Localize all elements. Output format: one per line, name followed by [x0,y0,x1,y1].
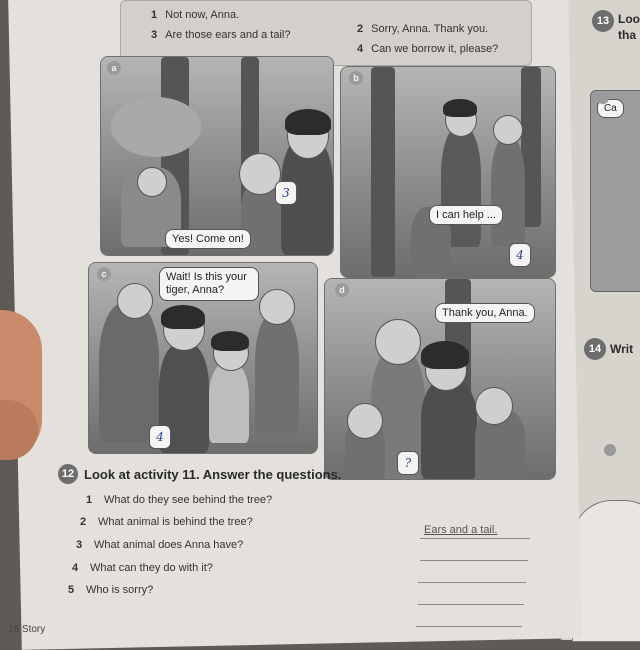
panel-b-letter: b [349,71,363,85]
activity-13-title-fragment-2: tha [618,28,636,42]
answer-line-1[interactable] [420,538,530,539]
right-speech-bubble: Ca [597,99,624,118]
story-panel-b [340,66,556,278]
panel-d-speech-bubble: Thank you, Anna. [435,303,535,323]
story-panel-c [88,262,318,454]
answer-line-2[interactable] [420,560,528,561]
dialogue-option-1: 1 Not now, Anna. [151,9,240,21]
answer-line-5[interactable] [416,626,522,627]
right-panel-image [590,90,640,292]
answer-1-text: Ears and a tail. [424,524,498,536]
activity-13-badge: 13 [592,10,614,32]
activity-14-title-fragment: Writ [610,342,634,356]
story-panel-a [100,56,334,256]
dialogue-option-3: 3 Are those ears and a tail? [151,29,291,41]
activity-14-badge: 14 [584,338,606,360]
right-panel-marker [597,92,609,104]
panel-a-speech-bubble: Yes! Come on! [165,229,251,249]
answer-line-3[interactable] [418,582,526,583]
right-drawing [572,500,640,642]
question-5: 5 Who is sorry? [68,584,154,596]
panel-d-letter: d [335,283,349,297]
panel-c-speech-bubble: Wait! Is this your tiger, Anna? [159,267,259,301]
question-2: 2 What animal is behind the tree? [80,516,253,528]
panel-b-speech-bubble: I can help ... [429,205,503,225]
panel-b-answer: 4 [509,243,531,267]
question-1: 1 What do they see behind the tree? [86,494,273,506]
panel-d-answer: ? [397,451,419,475]
panel-a-answer: 3 [275,181,297,205]
panel-c-answer: 4 [149,425,171,449]
answer-line-4[interactable] [418,604,524,605]
dialogue-option-4: 4 Can we borrow it, please? [357,43,499,55]
right-small-marker [604,444,616,456]
activity-12-title: Look at activity 11. Answer the questions. [84,467,342,482]
dialogue-option-2: 2 Sorry, Anna. Thank you. [357,23,489,35]
question-3: 3 What animal does Anna have? [76,539,244,551]
panel-a-letter: a [107,61,121,75]
activity-12-badge: 12 [58,464,78,484]
activity-13-title-fragment: Loo [618,12,640,26]
page-footer: 16 Story [8,624,46,635]
question-4: 4 What can they do with it? [72,562,213,574]
story-panel-d [324,278,556,480]
panel-c-letter: c [97,267,111,281]
